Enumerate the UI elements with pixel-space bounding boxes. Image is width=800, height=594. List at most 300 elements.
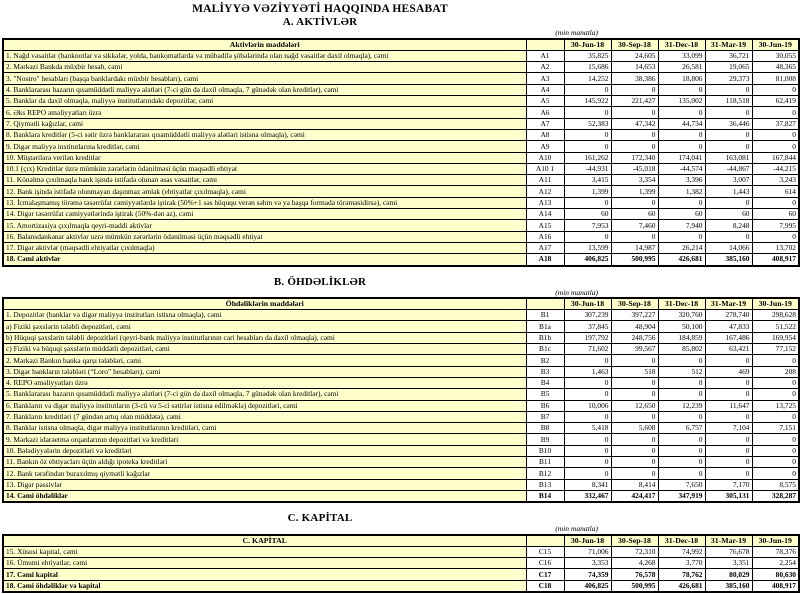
- table-row: [3, 411, 799, 422]
- value-cell: 8,248: [705, 220, 752, 231]
- value-cell: 74,992: [658, 546, 705, 557]
- value-cell: 3,243: [752, 175, 799, 186]
- table-row: [3, 96, 799, 107]
- value-cell: 0: [752, 411, 799, 422]
- value-cell: 0: [564, 377, 611, 388]
- row-label-cell: 8. Banklara kreditlər (5-ci sətir üzrə banklararası qısamüddətli maliyyə alətləri istisna olmaqla), cəmi: [3, 129, 526, 140]
- value-cell: 15,686: [564, 62, 611, 73]
- row-label-cell: 1. Nağd vəsaitlər (banknotlar və sikkələr, yolda, bankomatlarda və mübadilə şöbələrində olan nağd vəsaitlər daxil olmaqla), cəmi: [3, 50, 526, 61]
- row-label-cell: 12. Bank işində istifadə olunmayan daşınmaz əmlak (ehtiyatlar çıxılmaqla), cəmi: [3, 186, 526, 197]
- value-cell: 0: [705, 141, 752, 152]
- value-cell: 0: [752, 107, 799, 118]
- row-code-cell: B10: [526, 445, 564, 456]
- value-cell: 7,650: [658, 479, 705, 490]
- value-cell: 60: [611, 209, 658, 220]
- value-cell: 0: [752, 197, 799, 208]
- row-code-cell: C17: [526, 569, 564, 580]
- row-code-cell: A9: [526, 141, 564, 152]
- row-code-cell: B7: [526, 411, 564, 422]
- value-cell: 0: [705, 197, 752, 208]
- value-cell: 0: [611, 84, 658, 95]
- row-code-cell: A18: [526, 254, 564, 266]
- column-header-date: 31-Mar-19: [705, 535, 752, 547]
- table-row: [3, 163, 799, 174]
- table-row: [3, 344, 799, 355]
- value-cell: 278,740: [705, 310, 752, 321]
- row-label-cell: 6. Əks REPO əməliyyatları üzrə: [3, 107, 526, 118]
- value-cell: 0: [658, 445, 705, 456]
- row-label-cell: 10. Müştərilərə verilən kreditlər: [3, 152, 526, 163]
- value-cell: 0: [611, 389, 658, 400]
- table-row: [3, 434, 799, 445]
- value-cell: 169,954: [752, 332, 799, 343]
- row-label-cell: 9. Digər maliyyə institutlarına kreditlər, cəmi: [3, 141, 526, 152]
- value-cell: 14,252: [564, 73, 611, 84]
- value-cell: 500,995: [611, 254, 658, 266]
- row-code-cell: B3: [526, 366, 564, 377]
- value-cell: 0: [564, 107, 611, 118]
- code-column-header: [526, 535, 564, 547]
- row-label-cell: 10. Bələdiyyələrin depozitləri və kreditləri: [3, 445, 526, 456]
- value-cell: 0: [658, 457, 705, 468]
- row-code-cell: A1: [526, 50, 564, 61]
- value-cell: 305,131: [705, 490, 752, 502]
- value-cell: 408,917: [752, 254, 799, 266]
- value-cell: 167,486: [705, 332, 752, 343]
- row-code-cell: A6: [526, 107, 564, 118]
- value-cell: 424,417: [611, 490, 658, 502]
- value-cell: 469: [705, 366, 752, 377]
- row-label-cell: 14. Cəmi öhdəliklər: [3, 490, 526, 502]
- value-cell: 5,608: [611, 423, 658, 434]
- row-code-cell: A3: [526, 73, 564, 84]
- column-header-date: 31-Dec-18: [658, 39, 705, 51]
- value-cell: 0: [658, 141, 705, 152]
- value-cell: 174,041: [658, 152, 705, 163]
- value-cell: 0: [752, 468, 799, 479]
- financial-table: [2, 297, 800, 503]
- table-row: [3, 457, 799, 468]
- row-label-cell: 5. Banklararası bazarın qısamüddətli maliyyə alətləri (7-ci gün də daxil olmaqla, 7 günədək olan kreditlər), cəmi: [3, 389, 526, 400]
- value-cell: 0: [611, 457, 658, 468]
- table-header-row: [3, 39, 799, 51]
- value-cell: 0: [752, 129, 799, 140]
- value-cell: 0: [564, 141, 611, 152]
- value-cell: 3,396: [658, 175, 705, 186]
- row-label-cell: 14. Digər təsərrüfat cəmiyyətlərində iştirak (50%-dən az), cəmi: [3, 209, 526, 220]
- row-label-cell: 16. Ümumi ehtiyatlar, cəmi: [3, 558, 526, 569]
- table-row: [3, 400, 799, 411]
- value-cell: 3,353: [564, 558, 611, 569]
- value-cell: 4,268: [611, 558, 658, 569]
- table-row: [3, 175, 799, 186]
- page-title: MALİYYƏ VƏZİYYƏTİ HAQQINDA HESABAT: [192, 3, 448, 15]
- table-header-label: Öhdəliklərin maddələri: [3, 298, 526, 310]
- value-cell: 512: [658, 366, 705, 377]
- table-header-label: C. KAPİTAL: [3, 535, 526, 547]
- value-cell: 0: [611, 141, 658, 152]
- value-cell: 406,825: [564, 580, 611, 592]
- value-cell: 0: [752, 377, 799, 388]
- value-cell: 7,940: [658, 220, 705, 231]
- column-header-date: 30-Sep-18: [611, 298, 658, 310]
- value-cell: 0: [658, 231, 705, 242]
- value-cell: 518: [611, 366, 658, 377]
- value-cell: 14,066: [705, 242, 752, 253]
- value-cell: 0: [611, 434, 658, 445]
- column-header-date: 30-Jun-19: [752, 39, 799, 51]
- row-code-cell: A7: [526, 118, 564, 129]
- table-row: [3, 366, 799, 377]
- row-label-cell: 5. Banklar da daxil olmaqla, maliyyə institutlarındakı depozitlər, cəmi: [3, 96, 526, 107]
- unit-note: (min manatla): [555, 28, 598, 38]
- row-code-cell: B13: [526, 479, 564, 490]
- row-label-cell: 3. Digər bankların tələbləri (“Loro” hesabları), cəmi: [3, 366, 526, 377]
- row-code-cell: B5: [526, 389, 564, 400]
- value-cell: 35,825: [564, 50, 611, 61]
- row-label-cell: 1. Depozitlər (banklar və digər maliyyə institutları istisna olmaqla), cəmi: [3, 310, 526, 321]
- value-cell: 3,354: [611, 175, 658, 186]
- row-code-cell: A11: [526, 175, 564, 186]
- value-cell: 408,917: [752, 580, 799, 592]
- row-label-cell: 15. Xüsusi kapital, cəmi: [3, 546, 526, 557]
- value-cell: 426,681: [658, 254, 705, 266]
- value-cell: 5,418: [564, 423, 611, 434]
- row-label-cell: a) Fiziki şəxslərin tələbli depozitləri, cəmi: [3, 321, 526, 332]
- value-cell: 0: [564, 389, 611, 400]
- row-label-cell: 16. Balansdankənar aktivlər uzrə mümkün zərərlərin ödənilməsi üçün məqsədli ehtiyat: [3, 231, 526, 242]
- value-cell: 7,953: [564, 220, 611, 231]
- value-cell: 3,770: [658, 558, 705, 569]
- value-cell: 0: [705, 377, 752, 388]
- row-label-cell: 10.1 (çıx) Kreditlər üzrə mümkün zərərlərin ödənilməsi üçün məqsədli ehtiyat: [3, 163, 526, 174]
- table-row: [3, 107, 799, 118]
- value-cell: 0: [611, 355, 658, 366]
- value-cell: 0: [564, 231, 611, 242]
- value-cell: 614: [752, 186, 799, 197]
- row-label-cell: 8. Banklar istisna olmaqla, digər maliyyə institutlarının kreditləri, cəmi: [3, 423, 526, 434]
- value-cell: 7,460: [611, 220, 658, 231]
- value-cell: 0: [705, 129, 752, 140]
- row-label-cell: 13. İcmalaşmamış törəmə təsərrüfat cəmiyyətlərdə iştirak (50%+1 səs hüququ verən səhm və ya başqa formada törəməsidirsə), cəmi: [3, 197, 526, 208]
- value-cell: -45,018: [611, 163, 658, 174]
- table-row: [3, 468, 799, 479]
- row-label-cell: 11. Bankın öz ehtiyacları üçün aldığı ipoteka kreditləri: [3, 457, 526, 468]
- value-cell: 0: [611, 468, 658, 479]
- row-code-cell: A12: [526, 186, 564, 197]
- value-cell: 44,734: [658, 118, 705, 129]
- value-cell: 60: [705, 209, 752, 220]
- value-cell: 0: [752, 457, 799, 468]
- value-cell: 184,859: [658, 332, 705, 343]
- value-cell: 3,351: [705, 558, 752, 569]
- value-cell: 385,160: [705, 580, 752, 592]
- value-cell: 60: [752, 209, 799, 220]
- value-cell: 76,578: [611, 569, 658, 580]
- value-cell: 0: [705, 107, 752, 118]
- table-row: [3, 389, 799, 400]
- value-cell: 76,678: [705, 546, 752, 557]
- value-cell: 48,365: [752, 62, 799, 73]
- value-cell: 163,081: [705, 152, 752, 163]
- value-cell: 145,922: [564, 96, 611, 107]
- value-cell: 0: [752, 141, 799, 152]
- value-cell: 60: [658, 209, 705, 220]
- value-cell: 47,342: [611, 118, 658, 129]
- column-header-date: 31-Mar-19: [705, 39, 752, 51]
- row-code-cell: A17: [526, 242, 564, 253]
- row-code-cell: B8: [526, 423, 564, 434]
- code-column-header: [526, 298, 564, 310]
- value-cell: 0: [752, 355, 799, 366]
- table-row: [3, 445, 799, 456]
- value-cell: 0: [705, 445, 752, 456]
- value-cell: 0: [705, 434, 752, 445]
- value-cell: 0: [611, 231, 658, 242]
- value-cell: 48,904: [611, 321, 658, 332]
- value-cell: 3,415: [564, 175, 611, 186]
- table-row: [3, 569, 799, 580]
- table-row: [3, 310, 799, 321]
- value-cell: 52,383: [564, 118, 611, 129]
- value-cell: 0: [564, 445, 611, 456]
- value-cell: 24,605: [611, 50, 658, 61]
- table-row: [3, 152, 799, 163]
- value-cell: 0: [611, 107, 658, 118]
- row-code-cell: B1: [526, 310, 564, 321]
- table-row: [3, 242, 799, 253]
- value-cell: 51,522: [752, 321, 799, 332]
- value-cell: 0: [705, 231, 752, 242]
- unit-note: (min manatla): [555, 524, 598, 534]
- table-row: [3, 332, 799, 343]
- value-cell: 71,006: [564, 546, 611, 557]
- row-code-cell: A4: [526, 84, 564, 95]
- column-header-date: 30-Jun-19: [752, 535, 799, 547]
- value-cell: 6,757: [658, 423, 705, 434]
- row-label-cell: 9. Mərkəzi idarəetmə orqanlarının depozitləri və kreditləri: [3, 434, 526, 445]
- value-cell: 208: [752, 366, 799, 377]
- value-cell: 0: [658, 84, 705, 95]
- value-cell: 80,029: [705, 569, 752, 580]
- row-label-cell: 6. Bankların və digər maliyyə institutların (3-cü və 5-ci sətirlər istisna edilməklə) depozitləri, cəmi: [3, 400, 526, 411]
- value-cell: 320,760: [658, 310, 705, 321]
- table-header-row: [3, 535, 799, 547]
- value-cell: 80,630: [752, 569, 799, 580]
- value-cell: 0: [705, 355, 752, 366]
- value-cell: 60: [564, 209, 611, 220]
- value-cell: 7,995: [752, 220, 799, 231]
- table-row: [3, 73, 799, 84]
- value-cell: 77,152: [752, 344, 799, 355]
- table-row: [3, 558, 799, 569]
- table-row: [3, 129, 799, 140]
- value-cell: 74,359: [564, 569, 611, 580]
- value-cell: 36,721: [705, 50, 752, 61]
- code-column-header: [526, 39, 564, 51]
- value-cell: 0: [611, 411, 658, 422]
- value-cell: 78,376: [752, 546, 799, 557]
- row-code-cell: A10: [526, 152, 564, 163]
- value-cell: 347,919: [658, 490, 705, 502]
- value-cell: 8,575: [752, 479, 799, 490]
- value-cell: 406,825: [564, 254, 611, 266]
- value-cell: 78,762: [658, 569, 705, 580]
- value-cell: 62,419: [752, 96, 799, 107]
- row-code-cell: A8: [526, 129, 564, 140]
- value-cell: 0: [611, 445, 658, 456]
- value-cell: 8,414: [611, 479, 658, 490]
- value-cell: 0: [658, 411, 705, 422]
- value-cell: 3,007: [705, 175, 752, 186]
- table-row: [3, 220, 799, 231]
- value-cell: 99,567: [611, 344, 658, 355]
- column-header-date: 30-Jun-19: [752, 298, 799, 310]
- value-cell: 26,581: [658, 62, 705, 73]
- value-cell: 426,681: [658, 580, 705, 592]
- value-cell: 0: [752, 84, 799, 95]
- table-row: [3, 355, 799, 366]
- table-row: [3, 490, 799, 502]
- column-header-date: 30-Sep-18: [611, 39, 658, 51]
- value-cell: -44,574: [658, 163, 705, 174]
- value-cell: 0: [658, 355, 705, 366]
- financial-table: [2, 534, 800, 593]
- table-header-label: Aktivlərin maddələri: [3, 39, 526, 51]
- value-cell: 500,995: [611, 580, 658, 592]
- value-cell: 50,100: [658, 321, 705, 332]
- value-cell: -44,215: [752, 163, 799, 174]
- value-cell: 328,287: [752, 490, 799, 502]
- table-row: [3, 209, 799, 220]
- row-code-cell: C15: [526, 546, 564, 557]
- value-cell: 13,599: [564, 242, 611, 253]
- value-cell: 81,008: [752, 73, 799, 84]
- value-cell: 0: [658, 377, 705, 388]
- section-heading: C. KAPİTAL: [287, 512, 353, 525]
- row-label-cell: 11. Könəlmə çıxılmaqla bank işində istifadə olunan əsas vəsaitlər, cəmi: [3, 175, 526, 186]
- value-cell: 7,104: [705, 423, 752, 434]
- value-cell: 0: [752, 434, 799, 445]
- value-cell: 0: [564, 468, 611, 479]
- row-label-cell: 7. Qiymətli kağızlar, cəmi: [3, 118, 526, 129]
- table-row: [3, 186, 799, 197]
- value-cell: 0: [658, 468, 705, 479]
- row-code-cell: A5: [526, 96, 564, 107]
- row-code-cell: B11: [526, 457, 564, 468]
- value-cell: 135,002: [658, 96, 705, 107]
- table-header-row: [3, 298, 799, 310]
- value-cell: 7,170: [705, 479, 752, 490]
- value-cell: 0: [611, 197, 658, 208]
- row-code-cell: B9: [526, 434, 564, 445]
- column-header-date: 31-Dec-18: [658, 535, 705, 547]
- row-label-cell: 3. "Nostro" hesabları (başqa banklardakı müxbir hesabları), cəmi: [3, 73, 526, 84]
- value-cell: 10,006: [564, 400, 611, 411]
- table-row: [3, 84, 799, 95]
- value-cell: 72,310: [611, 546, 658, 557]
- row-code-cell: B4: [526, 377, 564, 388]
- row-code-cell: A16: [526, 231, 564, 242]
- row-code-cell: A2: [526, 62, 564, 73]
- row-code-cell: C18: [526, 580, 564, 592]
- table-row: [3, 50, 799, 61]
- row-code-cell: B1a: [526, 321, 564, 332]
- value-cell: 18,806: [658, 73, 705, 84]
- value-cell: 13,725: [752, 400, 799, 411]
- row-label-cell: 13. Digər passivlər: [3, 479, 526, 490]
- value-cell: 26,214: [658, 242, 705, 253]
- section-heading: B. ÖHDƏLİKLƏR: [273, 275, 367, 288]
- row-label-cell: 2. Mərkəzi Bankda müxbir hesab, cəmi: [3, 62, 526, 73]
- value-cell: 1,399: [564, 186, 611, 197]
- row-code-cell: A13: [526, 197, 564, 208]
- row-label-cell: 4. REPO əməliyyatları üzrə: [3, 377, 526, 388]
- value-cell: 14,653: [611, 62, 658, 73]
- row-code-cell: A10 1: [526, 163, 564, 174]
- value-cell: 38,386: [611, 73, 658, 84]
- value-cell: 0: [658, 129, 705, 140]
- row-label-cell: 15. Amortizasiya çıxılmaqla qeyri-maddi aktivlər: [3, 220, 526, 231]
- table-row: [3, 321, 799, 332]
- table-row: [3, 118, 799, 129]
- row-code-cell: A15: [526, 220, 564, 231]
- table-row: [3, 231, 799, 242]
- table-row: [3, 62, 799, 73]
- value-cell: 1,463: [564, 366, 611, 377]
- value-cell: 11,647: [705, 400, 752, 411]
- row-label-cell: 12. Bank tərəfindən buraxılmış qiymətli kağızlar: [3, 468, 526, 479]
- report-sections: [0, 16, 800, 593]
- value-cell: 0: [705, 84, 752, 95]
- row-code-cell: B2: [526, 355, 564, 366]
- value-cell: 197,792: [564, 332, 611, 343]
- value-cell: 0: [705, 411, 752, 422]
- value-cell: 0: [564, 434, 611, 445]
- value-cell: 0: [564, 411, 611, 422]
- row-label-cell: 18. Cəmi öhdəliklər və kapital: [3, 580, 526, 592]
- value-cell: 47,833: [705, 321, 752, 332]
- value-cell: 0: [752, 389, 799, 400]
- value-cell: 85,802: [658, 344, 705, 355]
- table-row: [3, 197, 799, 208]
- value-cell: 0: [705, 457, 752, 468]
- value-cell: 0: [564, 84, 611, 95]
- row-code-cell: B1c: [526, 344, 564, 355]
- value-cell: 63,421: [705, 344, 752, 355]
- column-header-date: 30-Jun-18: [564, 39, 611, 51]
- value-cell: 0: [705, 389, 752, 400]
- value-cell: 7,151: [752, 423, 799, 434]
- column-header-date: 31-Dec-18: [658, 298, 705, 310]
- value-cell: 1,382: [658, 186, 705, 197]
- value-cell: 37,827: [752, 118, 799, 129]
- value-cell: 2,254: [752, 558, 799, 569]
- row-label-cell: 2. Mərkəzi Bankın banka qarşı tələbləri, cəmi: [3, 355, 526, 366]
- row-code-cell: C16: [526, 558, 564, 569]
- value-cell: 172,340: [611, 152, 658, 163]
- value-cell: 14,987: [611, 242, 658, 253]
- value-cell: 248,756: [611, 332, 658, 343]
- value-cell: 298,628: [752, 310, 799, 321]
- row-code-cell: B6: [526, 400, 564, 411]
- value-cell: 30,055: [752, 50, 799, 61]
- value-cell: 0: [658, 107, 705, 118]
- table-row: [3, 254, 799, 266]
- value-cell: 0: [658, 197, 705, 208]
- column-header-date: 30-Jun-18: [564, 298, 611, 310]
- row-label-cell: 7. Bankların kreditləri (7 gündən artıq olan müddətə), cəmi: [3, 411, 526, 422]
